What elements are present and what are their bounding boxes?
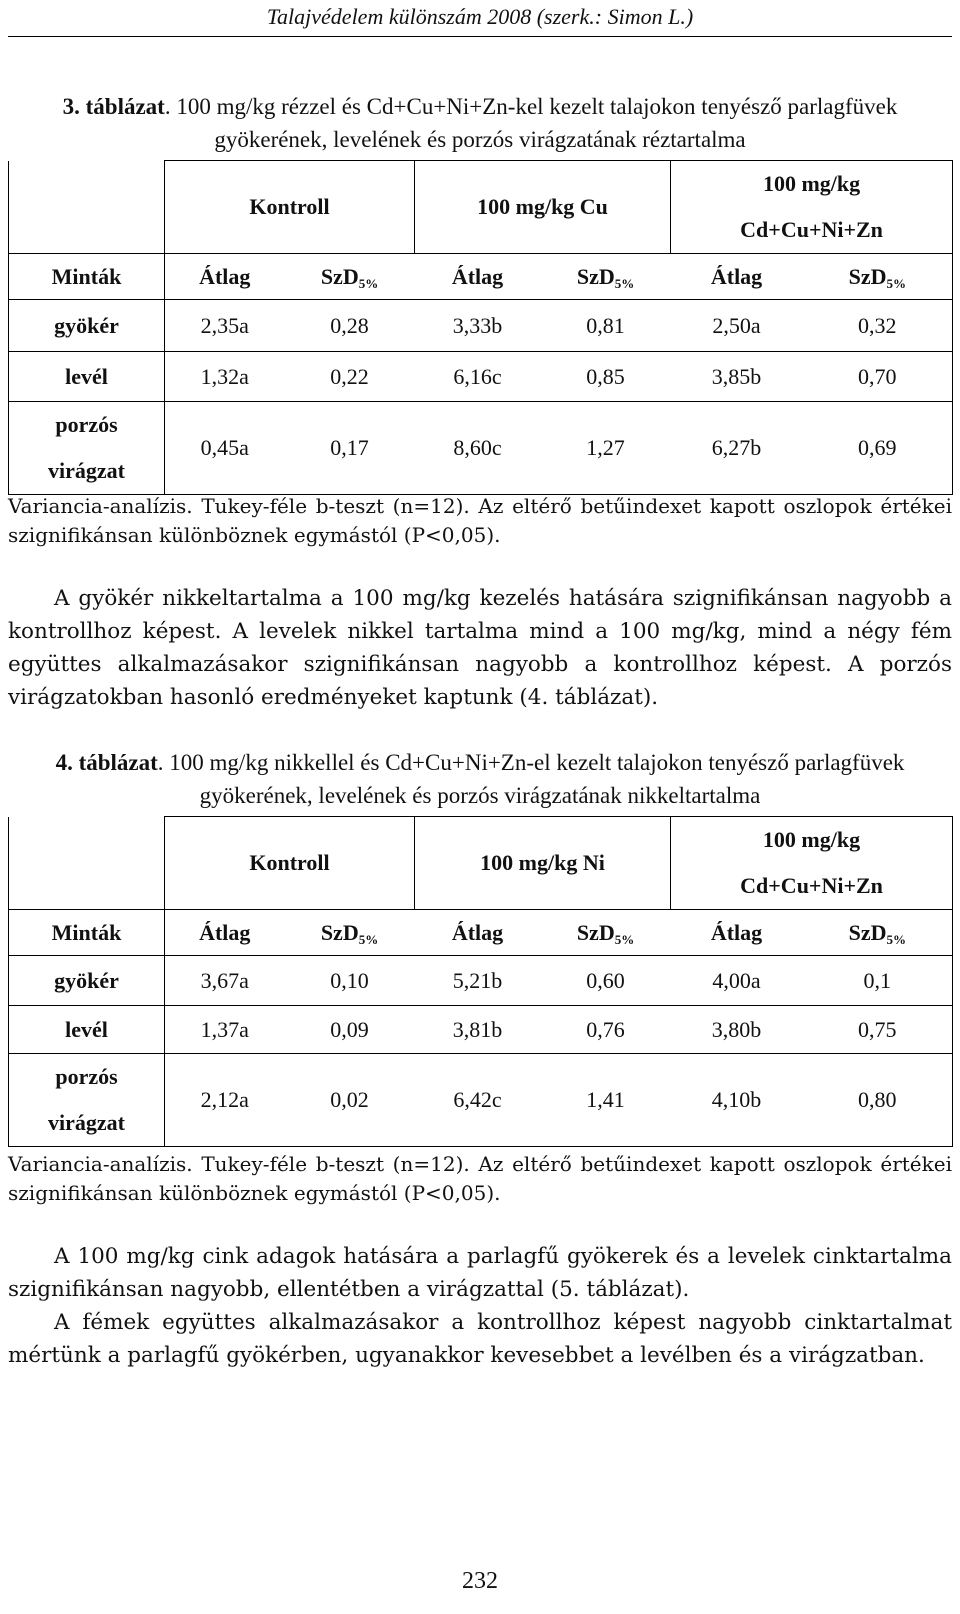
cell: 0,75 bbox=[803, 1006, 953, 1054]
table3-corner bbox=[9, 161, 165, 254]
table3-col-szd-2: SzD$_{5\%}$ bbox=[541, 254, 671, 300]
table-row bbox=[9, 1006, 953, 1054]
cell: 0,09 bbox=[285, 1006, 415, 1054]
table4-col-atlag-1: Átlag bbox=[165, 910, 285, 956]
cell: 1,27 bbox=[541, 402, 671, 495]
cell: 0,76 bbox=[541, 1006, 671, 1054]
cell: 0,02 bbox=[285, 1054, 415, 1147]
row-label: levél bbox=[9, 1006, 165, 1054]
header-divider bbox=[8, 36, 952, 37]
row-label: levél bbox=[9, 352, 165, 402]
cell: 2,50a bbox=[671, 300, 803, 352]
table4-col-szd-2: SzD$_{5\%}$ bbox=[541, 910, 671, 956]
cell: 0,69 bbox=[803, 402, 953, 495]
table4-note: Variancia-analízis. Tukey-féle b-teszt (n=12). Az eltérő betűindexet kapott oszlopok értékei szignifikánsan különböznek egymástól (P<0,05). bbox=[8, 1152, 952, 1205]
table4-corner bbox=[9, 817, 165, 910]
table-row bbox=[9, 956, 953, 1006]
cell: 3,80b bbox=[671, 1006, 803, 1054]
table4-group-combined-line1: 100 mg/kg bbox=[762, 827, 861, 852]
cell: 0,45a bbox=[165, 402, 285, 495]
table3-col-mintak: Minták bbox=[9, 254, 165, 300]
table3-col-szd-1: SzD$_{5\%}$ bbox=[285, 254, 415, 300]
cell: 0,32 bbox=[803, 300, 953, 352]
table3 bbox=[8, 160, 953, 495]
page-number: 232 bbox=[462, 1568, 498, 1594]
cell: 6,27b bbox=[671, 402, 803, 495]
table4-col-atlag-2: Átlag bbox=[415, 910, 541, 956]
table4 bbox=[8, 816, 953, 1147]
table4-header-row bbox=[9, 910, 953, 956]
table3-group-combined-line1: 100 mg/kg bbox=[762, 171, 861, 196]
cell: 0,85 bbox=[541, 352, 671, 402]
table3-col-atlag-1: Átlag bbox=[165, 254, 285, 300]
cell: 1,32a bbox=[165, 352, 285, 402]
cell: 6,42c bbox=[415, 1054, 541, 1147]
table3-header-row bbox=[9, 254, 953, 300]
row-label: porzós virágzat bbox=[9, 402, 165, 495]
table-row bbox=[9, 352, 953, 402]
paragraph-2 bbox=[8, 1240, 952, 1372]
cell: 0,1 bbox=[803, 956, 953, 1006]
cell: 4,10b bbox=[671, 1054, 803, 1147]
running-header: Talajvédelem különszám 2008 (szerk.: Simon L.) bbox=[266, 4, 694, 29]
cell: 0,28 bbox=[285, 300, 415, 352]
table3-caption bbox=[8, 90, 952, 156]
cell: 8,60c bbox=[415, 402, 541, 495]
paragraph-2-text: A 100 mg/kg cink adagok hatására a parlagfű gyökerek és a levelek cinktartalma szignifikánsan nagyobb, ellentétben a virágzattal (5. táblázat). bbox=[8, 1244, 952, 1302]
table4-group-treatment: 100 mg/kg Ni bbox=[415, 817, 671, 910]
table4-group-kontroll: Kontroll bbox=[165, 817, 415, 910]
cell: 2,12a bbox=[165, 1054, 285, 1147]
table4-group-combined bbox=[671, 817, 953, 910]
table3-group-treatment: 100 mg/kg Cu bbox=[415, 161, 671, 254]
row-label: gyökér bbox=[9, 300, 165, 352]
table4-group-row bbox=[9, 817, 953, 910]
table3-group-combined bbox=[671, 161, 953, 254]
table3-col-szd-3: SzD$_{5\%}$ bbox=[803, 254, 953, 300]
paragraph-3-text: A fémek együttes alkalmazásakor a kontrollhoz képest nagyobb cinktartalmat mértünk a parlagfű gyökérben, ugyanakkor kevesebbet a levélben és a virágzatban. bbox=[8, 1310, 952, 1368]
cell: 0,22 bbox=[285, 352, 415, 402]
table4-col-mintak: Minták bbox=[9, 910, 165, 956]
paragraph-1 bbox=[8, 582, 952, 714]
table4-group-combined-line2: Cd+Cu+Ni+Zn bbox=[740, 873, 883, 898]
table4-caption-text: . 100 mg/kg nikkellel és Cd+Cu+Ni+Zn-el kezelt talajokon tenyésző parlagfüvek gyökerének, levelének és porzós virágzatának nikkeltartalma bbox=[157, 750, 905, 808]
cell: 1,41 bbox=[541, 1054, 671, 1147]
paragraph-1-text: A gyökér nikkeltartalma a 100 mg/kg kezelés hatására szignifikánsan nagyobb a kontrollhoz képest. A levelek nikkel tartalma mind a 100 mg/kg, mind a négy fém együttes alkalmazásakor szignifikánsan nagyobb a kontrollhoz képest. A porzós virágzatokban hasonló eredményeket kaptunk (4. táblázat). bbox=[8, 586, 952, 710]
table-row bbox=[9, 300, 953, 352]
cell: 3,67a bbox=[165, 956, 285, 1006]
row-label: gyökér bbox=[9, 956, 165, 1006]
table3-caption-text: . 100 mg/kg rézzel és Cd+Cu+Ni+Zn-kel kezelt talajokon tenyésző parlagfüvek gyökerének, levelének és porzós virágzatának réztartalma bbox=[164, 94, 898, 152]
table3-col-atlag-2: Átlag bbox=[415, 254, 541, 300]
table3-group-combined-line2: Cd+Cu+Ni+Zn bbox=[740, 217, 883, 242]
cell: 0,17 bbox=[285, 402, 415, 495]
cell: 3,33b bbox=[415, 300, 541, 352]
table-row bbox=[9, 402, 953, 495]
cell: 0,10 bbox=[285, 956, 415, 1006]
table3-col-atlag-3: Átlag bbox=[671, 254, 803, 300]
table4-caption bbox=[8, 746, 952, 812]
cell: 5,21b bbox=[415, 956, 541, 1006]
table4-label: 4. táblázat bbox=[55, 750, 158, 775]
cell: 0,81 bbox=[541, 300, 671, 352]
cell: 4,00a bbox=[671, 956, 803, 1006]
cell: 3,81b bbox=[415, 1006, 541, 1054]
table3-note: Variancia-analízis. Tukey-féle b-teszt (n=12). Az eltérő betűindexet kapott oszlopok értékei szignifikánsan különböznek egymástól (P<0,05). bbox=[8, 494, 952, 547]
table4-col-szd-1: SzD$_{5\%}$ bbox=[285, 910, 415, 956]
cell: 0,60 bbox=[541, 956, 671, 1006]
table3-label: 3. táblázat bbox=[62, 94, 165, 119]
cell: 3,85b bbox=[671, 352, 803, 402]
cell: 0,70 bbox=[803, 352, 953, 402]
table4-col-atlag-3: Átlag bbox=[671, 910, 803, 956]
cell: 6,16c bbox=[415, 352, 541, 402]
table3-group-kontroll: Kontroll bbox=[165, 161, 415, 254]
cell: 2,35a bbox=[165, 300, 285, 352]
cell: 1,37a bbox=[165, 1006, 285, 1054]
cell: 0,80 bbox=[803, 1054, 953, 1147]
table4-col-szd-3: SzD$_{5\%}$ bbox=[803, 910, 953, 956]
row-label: porzós virágzat bbox=[9, 1054, 165, 1147]
table3-group-row bbox=[9, 161, 953, 254]
table-row bbox=[9, 1054, 953, 1147]
